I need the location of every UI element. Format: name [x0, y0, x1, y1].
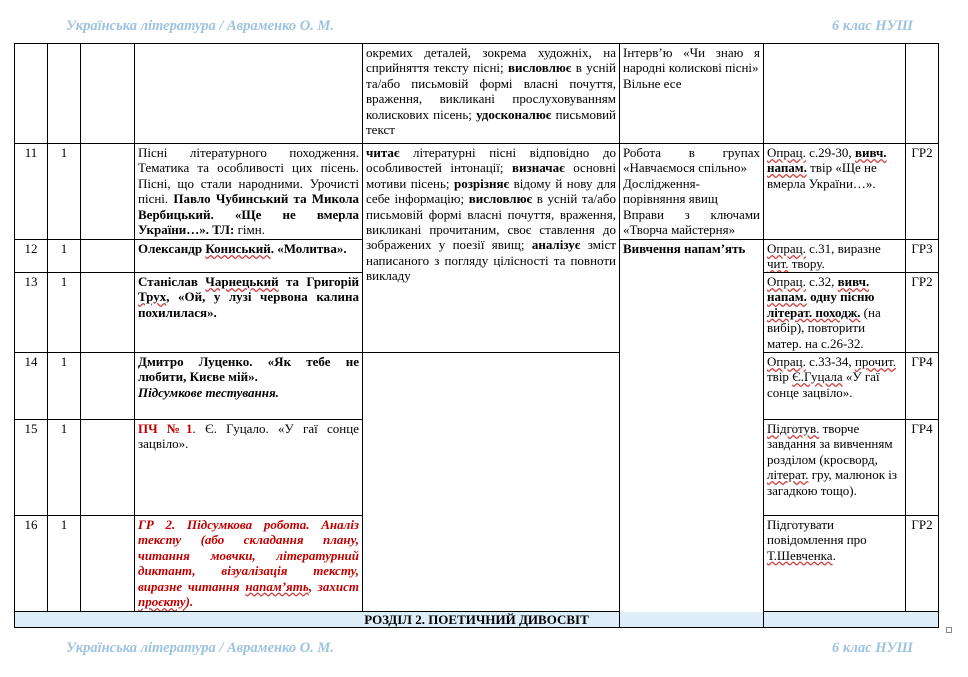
- lesson-hours: 1: [48, 420, 81, 516]
- outcomes-cell: окремих деталей, зокрема художніх, на сприйняття тексту пісні; висловлює в усній та/або письмовій формі власні почуття, враження, викликані прослуховуванням колискових пісень; удосконалює письмовий текст: [363, 44, 620, 144]
- lesson-hours: 1: [48, 240, 81, 273]
- group-cell: ГР2: [906, 273, 939, 353]
- lesson-number: 12: [15, 240, 48, 273]
- group-cell: ГР4: [906, 420, 939, 516]
- merged-activities-cell: Робота в групах «Навчаємося спільно» Дослідження-порівняння явищ Вправи з ключами «Творча майстерня»: [620, 144, 764, 240]
- homework-cell: Опрац. с.31, виразне чит. твору.: [764, 240, 906, 273]
- lesson-topic: Пісні літературного походження. Тематика та особливості цих пісень. Пісні, що стали народними. Урочисті пісні. Павло Чубинський та Микола Вербицький. «Ще не вмерла України…». ТЛ: гімн.: [135, 144, 363, 240]
- header-left: Українська література / Авраменко О. М.: [66, 18, 334, 34]
- section-title: РОЗДІЛ 2. ПОЕТИЧНИЙ ДИВОСВІТ: [15, 612, 939, 628]
- section-row: [15, 612, 939, 628]
- homework-cell: Опрац. с.32, вивч. напам. одну пісню літерат. походж. (на вибір), повторити матер. на с.26-32.: [764, 273, 906, 353]
- lesson-hours: 1: [48, 273, 81, 353]
- lesson-number: 15: [15, 420, 48, 516]
- group-cell: ГР2: [906, 144, 939, 240]
- homework-cell: Опрац. с.33-34, прочит. твір Є.Гуцала «У гаї сонце зацвіло».: [764, 353, 906, 420]
- table-row: [15, 44, 939, 144]
- lesson-hours: 1: [48, 516, 81, 612]
- merged-outcomes-cell: читає літературні пісні відповідно до особливостей інтонації; визначає основні мотиви пісень; розрізняє відому й нову для себе інформацію; висловлює в усній та/або письмовій формі власні почуття, враження, викликані прочитаним, своє ставлення до зображених у поезії явищ; аналізує зміст написаного з погляду цілісності та повноти викладу: [363, 144, 620, 353]
- group-cell: ГР2: [906, 516, 939, 612]
- lesson-hours: 1: [48, 353, 81, 420]
- lesson-topic: ГР 2. Підсумкова робота. Аналіз тексту (або складання плану, читання мовчки, літературний диктант, візуалізація тексту, виразне читання напам’ять, захист проєкту).: [135, 516, 363, 612]
- activity-cell: Вивчення напам’ять: [620, 240, 764, 628]
- header-right: 6 клас НУШ: [832, 18, 913, 34]
- page-header: [0, 18, 968, 42]
- lesson-number: 11: [15, 144, 48, 240]
- lesson-hours: 1: [48, 144, 81, 240]
- lesson-plan-table: [14, 43, 939, 628]
- lesson-topic: ПЧ №1. Є. Гуцало. «У гаї сонце зацвіло».: [135, 420, 363, 516]
- lesson-topic: Олександр Кониський. «Молитва».: [135, 240, 363, 273]
- lesson-topic: Станіслав Чарнецький та Григорій Трух, «Ой, у лузі червона калина похилилася».: [135, 273, 363, 353]
- footer-right: 6 клас НУШ: [832, 640, 913, 656]
- homework-cell: Підготувати повідомлення про Т.Шевченка.: [764, 516, 906, 612]
- lesson-number: 16: [15, 516, 48, 612]
- lesson-topic: Дмитро Луценко. «Як тебе не любити, Києве мій». Підсумкове тестування.: [135, 353, 363, 420]
- activities-cell: Інтерв’ю «Чи знаю я народні колискові пісні» Вільне есе: [620, 44, 764, 144]
- homework-cell: Опрац. с.29-30, вивч. напам. твір «Ще не вмерла України…».: [764, 144, 906, 240]
- page-footer: [0, 640, 968, 664]
- homework-cell: Підготув. творче завдання за вивченням розділом (кросворд, літерат. гру, малюнок із загадкою тощо).: [764, 420, 906, 516]
- group-cell: ГР4: [906, 353, 939, 420]
- table-row: [15, 353, 939, 420]
- group-cell: ГР3: [906, 240, 939, 273]
- lesson-number: 14: [15, 353, 48, 420]
- footer-left: Українська література / Авраменко О. М.: [66, 640, 334, 656]
- table-resize-handle[interactable]: [946, 627, 952, 633]
- lesson-number: 13: [15, 273, 48, 353]
- table-row: [15, 144, 939, 240]
